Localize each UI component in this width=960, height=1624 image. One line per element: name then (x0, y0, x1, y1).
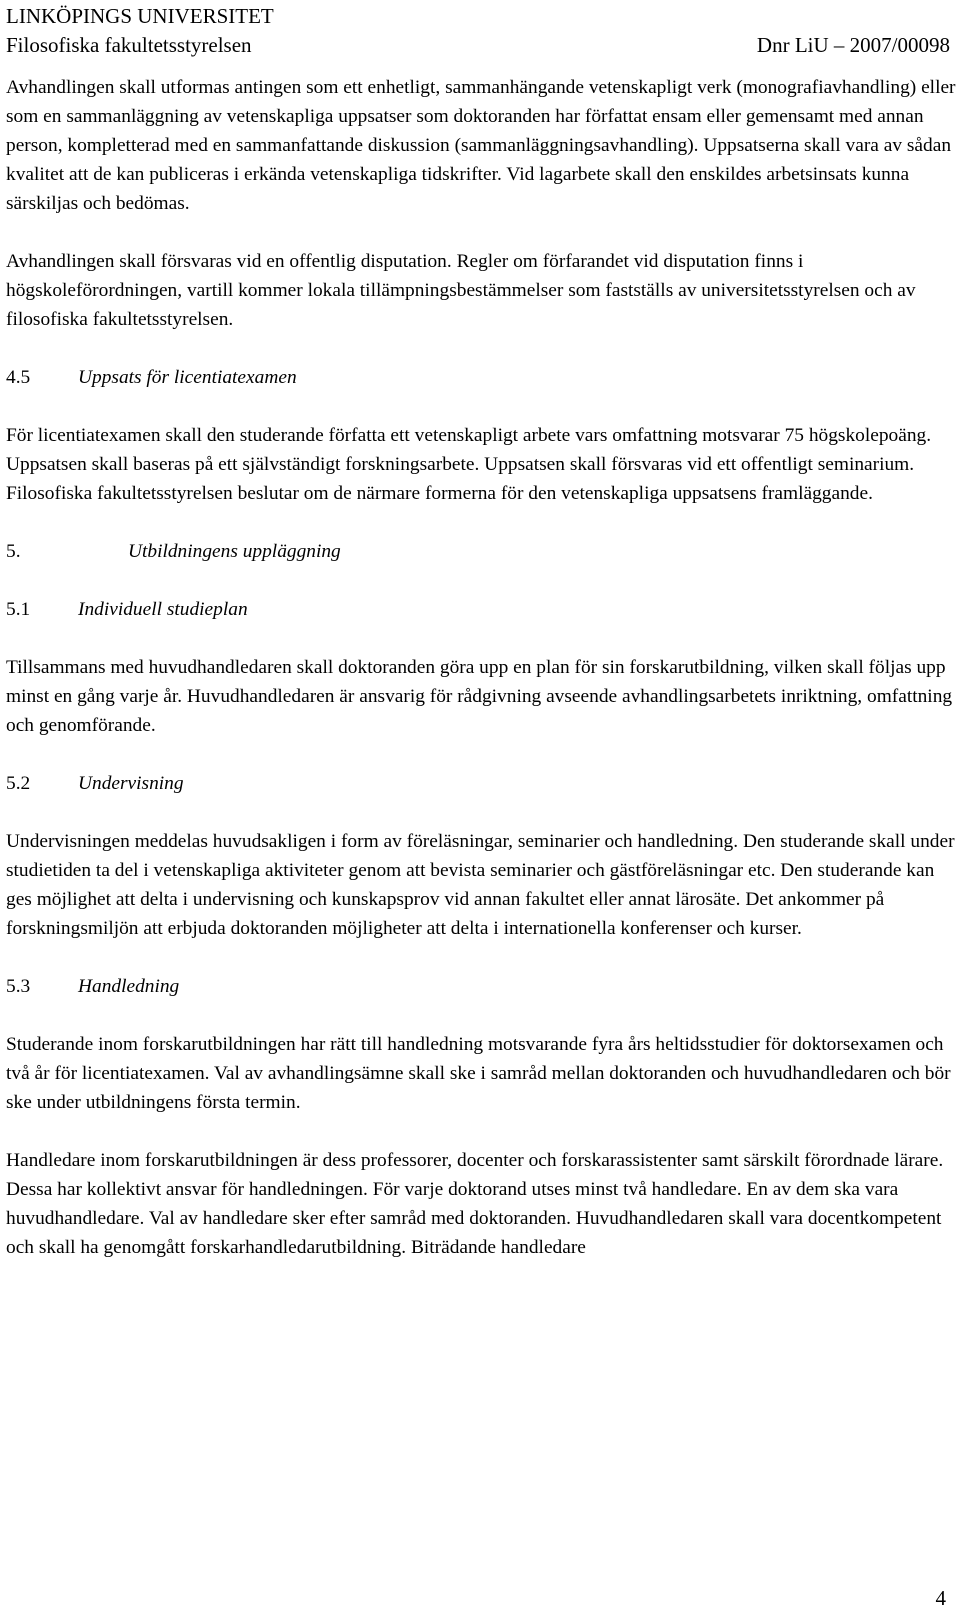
section-title: Utbildningens uppläggning (128, 541, 341, 562)
section-number: 5.2 (6, 773, 31, 794)
section-heading-4-5 (6, 363, 956, 392)
document-body (6, 73, 956, 1262)
section-heading-5 (6, 537, 956, 566)
paragraph-supervision-rights: Studerande inom forskarutbildningen har rätt till handledning motsvarande fyra års heltidsstudier för doktorsexamen och två år för licentiatexamen. Val av avhandlingsämne skall ske i samråd mellan doktoranden och huvudhandledaren och bör ske under utbildningens första termin. (6, 1034, 951, 1113)
section-title: Uppsats för licentiatexamen (78, 367, 297, 388)
section-heading-5-2 (6, 769, 956, 798)
paragraph-study-plan: Tillsammans med huvudhandledaren skall doktoranden göra upp en plan för sin forskarutbildning, vilken skall följas upp minst en gång varje år. Huvudhandledaren är ansvarig för rådgivning avseende avhandlingsarbetets inriktning, omfattning och genomförande. (6, 657, 953, 736)
section-number: 5.3 (6, 976, 31, 997)
document-reference: Dnr LiU – 2007/00098 (756, 33, 950, 57)
section-title: Undervisning (78, 773, 184, 794)
paragraph-dissertation-defense: Avhandlingen skall försvaras vid en offentlig disputation. Regler om förfarandet vid disputation finns i högskoleförordningen, vartill kommer lokala tillämpningsbestämmelser som fastställs av universitetsstyrelsen och av filosofiska fakultetsstyrelsen. (6, 251, 916, 330)
section-title: Handledning (78, 976, 180, 997)
university-name: LINKÖPINGS UNIVERSITET (6, 4, 274, 28)
faculty-board: Filosofiska fakultetsstyrelsen (6, 33, 252, 57)
paragraph-dissertation-form: Avhandlingen skall utformas antingen som ett enhetligt, sammanhängande vetenskapligt verk (monografiavhandling) eller som en sammanläggning av vetenskapliga uppsatser som doktoranden har författat ensam eller gemensamt med annan person, kompletterad med en sammanfattande diskussion (sammanläggningsavhandling). Uppsatserna skall vara av sådan kvalitet att de kan publiceras i erkända vetenskapliga tidskrifter. Vid lagarbete skall den enskildes arbetsinsats kunna särskiljas och bedömas. (6, 77, 956, 214)
page-number: 4 (935, 1586, 946, 1610)
paragraph-licentiate: För licentiatexamen skall den studerande författa ett vetenskapligt arbete vars omfattning motsvarar 75 högskolepoäng. Uppsatsen skall baseras på ett självständigt forskningsarbete. Uppsatsen skall försvaras vid ett offentligt seminarium. Filosofiska fakultetsstyrelsen beslutar om de närmare formerna för den vetenskapliga uppsatsens framläggande. (6, 425, 932, 504)
section-title: Individuell studieplan (78, 599, 248, 620)
section-number: 5. (6, 541, 21, 562)
section-heading-5-3 (6, 972, 956, 1001)
header-row-1 (6, 2, 950, 31)
page-header (6, 2, 950, 60)
paragraph-teaching: Undervisningen meddelas huvudsakligen i form av föreläsningar, seminarier och handledning. Den studerande skall under studietiden ta del i vetenskapliga aktiviteter genom att bevista seminarier och gästföreläsningar etc. Den studerande kan ges möjlighet att delta i undervisning och kunskapsprov vid annan fakultet eller annat lärosäte. Det ankommer på forskningsmiljön att erbjuda doktoranden möjligheter att delta i internationella konferenser och kurser. (6, 831, 955, 939)
section-heading-5-1 (6, 595, 956, 624)
paragraph-supervisors: Handledare inom forskarutbildningen är dess professorer, docenter och forskarassistenter samt särskilt förordnade lärare. Dessa har kollektivt ansvar för handledningen. För varje doktorand utses minst två handledare. En av dem ska vara huvudhandledare. Val av handledare sker efter samråd med doktoranden. Huvudhandledaren skall vara docentkompetent och skall ha genomgått forskarhandledarutbildning. Biträdande handledare (6, 1150, 944, 1258)
header-row-2 (6, 31, 950, 60)
section-number: 5.1 (6, 599, 31, 620)
section-number: 4.5 (6, 367, 31, 388)
